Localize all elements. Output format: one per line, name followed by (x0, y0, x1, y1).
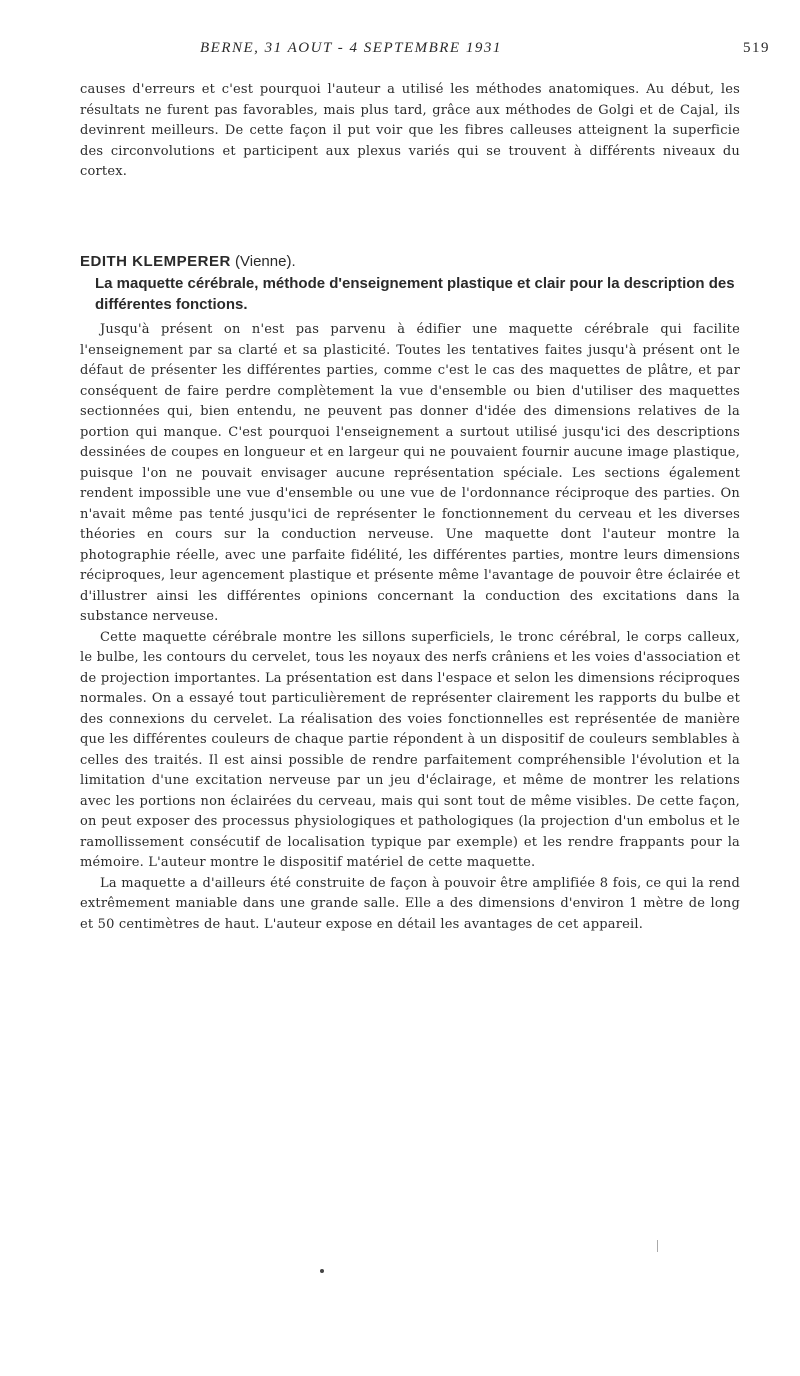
running-head (200, 40, 770, 62)
scan-dot (320, 1269, 324, 1273)
scan-mark (657, 1240, 658, 1252)
intro-paragraph: causes d'erreurs et c'est pourquoi l'auteur a utilisé les méthodes anatomiques. Au début, les résultats ne furent pas favorables, mais plus tard, grâce aux méthodes de Golgi et de Cajal, ils devinrent meilleurs. De cette façon il put voir que les fibres calleuses atteignent la superficie des circonvolutions et participent aux plexus variés qui se trouvent à différents niveaux du cortex. (80, 82, 740, 179)
author-name: EDITH KLEMPERER (80, 253, 231, 270)
section-title: La maquette cérébrale, méthode d'enseignement plastique et clair pour la description des différentes fonctions. (95, 274, 735, 313)
body-paragraph: Jusqu'à présent on n'est pas parvenu à édifier une maquette cérébrale qui facilite l'enseignement par sa clarté et sa plasticité. Toutes les tentatives faites jusqu'à présent ont le défaut de présenter les différentes parties, comme c'est le cas des maquettes de plâtre, et par conséquent de faire perdre complètement la vue d'ensemble ou bien d'utiliser des maquettes sectionnées qui, bien entendu, ne peuvent pas donner d'idée des dimensions relatives de la portion qui manque. C'est pourquoi l'enseignement a surtout utilisé jusqu'ici des descriptions dessinées de coupes en longueur et en largeur qui ne pouvaient fournir aucune image plastique, puisque l'on ne pouvait envisager aucune représentation spéciale. Les sections également rendent impossible une vue d'ensemble ou une vue de l'ordonnance réciproque des parties. On n'avait même pas tenté jusqu'ici de représenter le fonctionnement du cerveau et les diverses théories en cours sur la conduction nerveuse. Une maquette dont l'auteur montre la photographie réelle, avec une parfaite fidélité, les différentes parties, montre leurs dimensions réciproques, leur agencement plastique et présente même l'avantage de pouvoir être éclairée et d'illustrer ainsi les différentes opinions concernant la conduction des excitations dans la substance nerveuse. (80, 322, 740, 624)
body-paragraph: Cette maquette cérébrale montre les sillons superficiels, le tronc cérébral, le corps calleux, le bulbe, les contours du cervelet, tous les noyaux des nerfs crâniens et les voies d'association et de projection importantes. La présentation est dans l'espace et selon les dimensions réciproques normales. On a essayé tout particulièrement de représenter clairement les rapports du bulbe et des connexions du cervelet. La réalisation des voies fonctionnelles est représentée de manière que les différentes couleurs de chaque partie répondent à un dispositif de couleurs semblables à celles des traités. Il est ainsi possible de rendre parfaitement compréhensible l'évolution et la limitation d'une excitation nerveuse par un jeu d'éclairage, et même de montrer les relations avec les portions non éclairées du cerveau, mais qui sont tout de même visibles. De cette façon, on peut exposer des processus physiologiques et pathologiques (la projection d'un embolus et le ramollissement consécutif de localisation typique par exemple) et les rendre frappants pour la mémoire. L'auteur montre le dispositif matériel de cette maquette. (80, 629, 740, 870)
page-number: 519 (743, 40, 770, 56)
section-heading (80, 251, 740, 316)
author-place: (Vienne). (235, 253, 296, 270)
body-text (80, 320, 740, 935)
running-title: BERNE, 31 AOUT - 4 SEPTEMBRE 1931 (200, 40, 502, 56)
body-paragraph: La maquette a d'ailleurs été construite de façon à pouvoir être amplifiée 8 fois, ce qui la rend extrêmement maniable dans une grande salle. Elle a des dimensions d'environ 1 mètre de long et 50 centimètres de haut. L'auteur expose en détail les avantages de cet appareil. (80, 875, 740, 932)
